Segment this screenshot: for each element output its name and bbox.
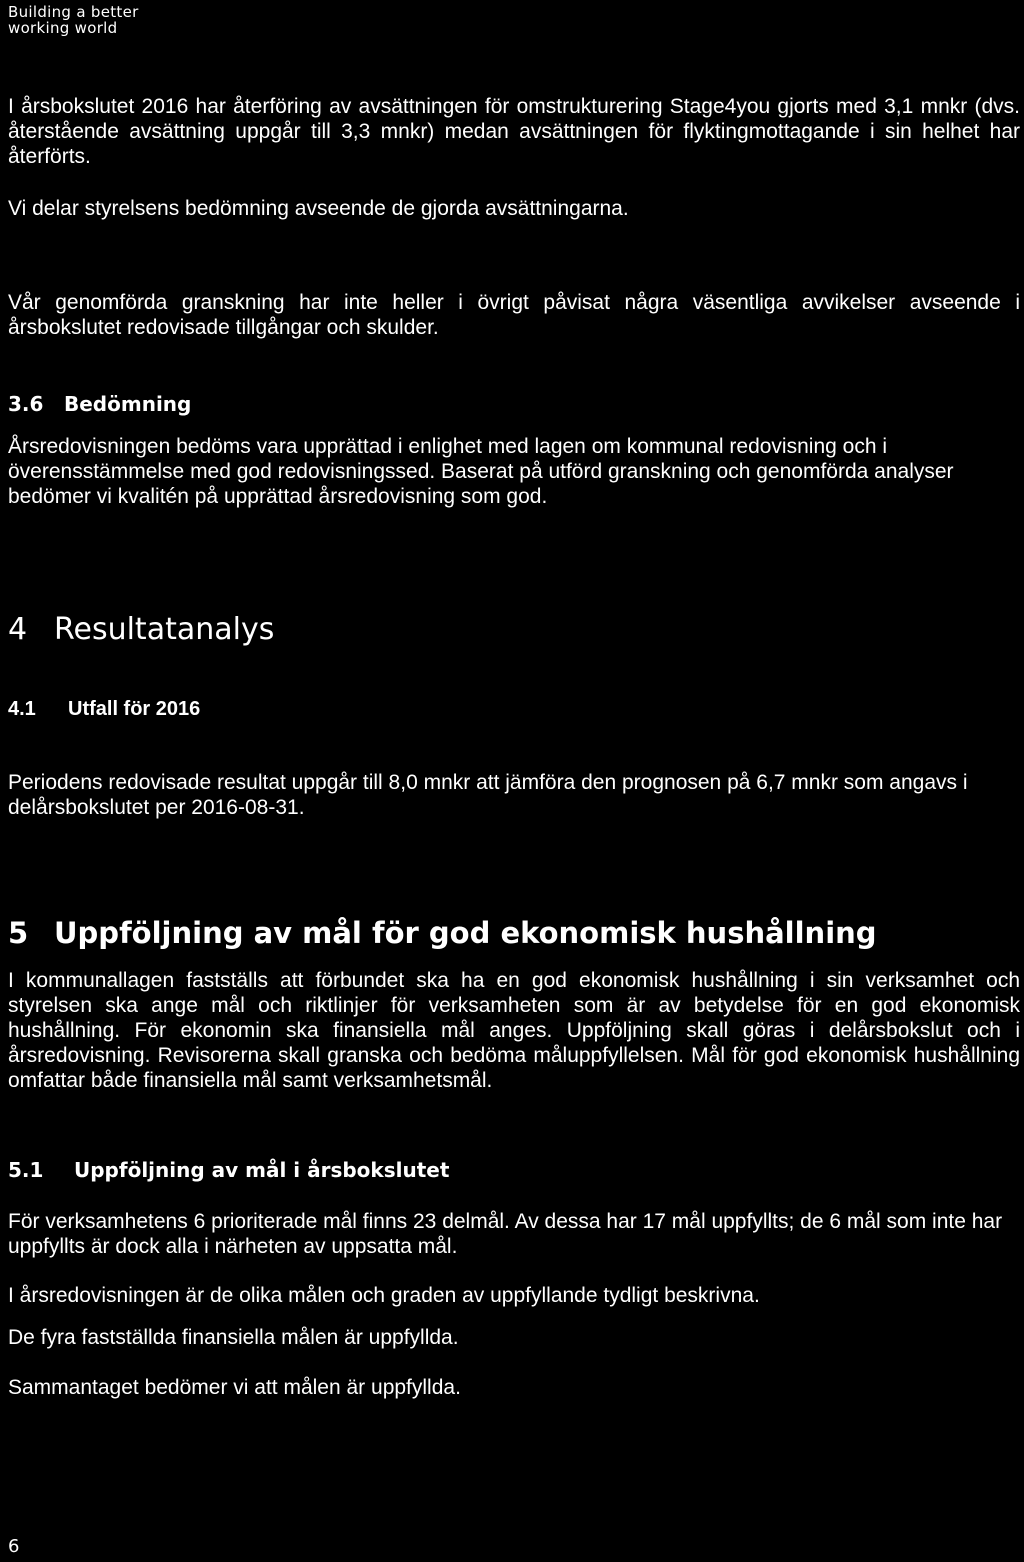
section-4-1-number: 4.1 [8, 698, 36, 720]
section-5-1-paragraph-3: De fyra fastställda finansiella målen är uppfyllda. [8, 1326, 459, 1349]
intro-paragraph-1: I årsbokslutet 2016 har återföring av avsättningen för omstrukturering Stage4you gjorts med 3,1 mnkr (dvs. återstående avsättning uppgår till 3,3 mnkr) medan avsättningen för flyktingmottagande i sin helhet har återförts. [8, 95, 1020, 168]
section-5-1-paragraph-2: I årsredovisningen är de olika målen och graden av uppfyllande tydligt beskrivna. [8, 1284, 760, 1307]
section-4-1-text: Periodens redovisade resultat uppgår till 8,0 mnkr att jämföra den prognosen på 6,7 mnkr som angavs i delårsbokslutet per 2016-08-31. [8, 771, 968, 819]
page-number: 6 [8, 1536, 20, 1557]
section-5-text: I kommunallagen fastställs att förbundet ska ha en god ekonomisk hushållning i sin verksamhet och styrelsen ska ange mål och riktlinjer för verksamheten som är av betydelse för en god ekonomisk hushållning. För ekonomin ska finansiella mål anges. Uppföljning skall göras i delårsbokslut och i årsredovisning. Revisorerna skall granska och bedöma måluppfyllelsen. Mål för god ekonomisk hushållning omfattar både finansiella mål samt verksamhetsmål. [8, 969, 1020, 1092]
section-3-6-text: Årsredovisningen bedöms vara upprättad i enlighet med lagen om kommunal redovisning och i överensstämmelse med god redovisningssed. Baserat på utförd granskning och genomförda analyser bedömer vi kvalitén på upprättad årsredovisning som god. [8, 435, 954, 508]
section-4-number: 4 [8, 612, 28, 647]
section-5-1-heading [8, 1158, 449, 1182]
section-3-6-heading [8, 392, 191, 416]
section-3-6-title: Bedömning [64, 392, 192, 416]
section-5-heading [8, 915, 877, 951]
section-4-title: Resultatanalys [54, 612, 275, 647]
section-5-number: 5 [8, 916, 29, 950]
intro-paragraph-3: Vår genomförda granskning har inte heller i övrigt påvisat några väsentliga avvikelser avseende i årsbokslutet redovisade tillgångar och skulder. [8, 291, 1020, 339]
section-5-1-number: 5.1 [8, 1158, 44, 1182]
intro-paragraph-2: Vi delar styrelsens bedömning avseende de gjorda avsättningarna. [8, 197, 629, 220]
tagline-line-2: working world [8, 19, 118, 37]
section-3-6-number: 3.6 [8, 392, 44, 416]
section-4-heading [8, 612, 274, 648]
section-5-title: Uppföljning av mål för god ekonomisk hushållning [54, 916, 877, 950]
brand-tagline [8, 4, 208, 36]
tagline-line-1: Building a better [8, 3, 139, 21]
section-4-1-heading [8, 697, 200, 721]
section-4-1-title: Utfall för 2016 [68, 698, 201, 720]
section-5-1-title: Uppföljning av mål i årsbokslutet [74, 1158, 450, 1182]
section-5-1-paragraph-1: För verksamhetens 6 prioriterade mål finns 23 delmål. Av dessa har 17 mål uppfyllts; de 6 mål som inte har uppfyllts är dock alla i närheten av uppsatta mål. [8, 1210, 1003, 1258]
section-5-1-paragraph-4: Sammantaget bedömer vi att målen är uppfyllda. [8, 1376, 461, 1399]
